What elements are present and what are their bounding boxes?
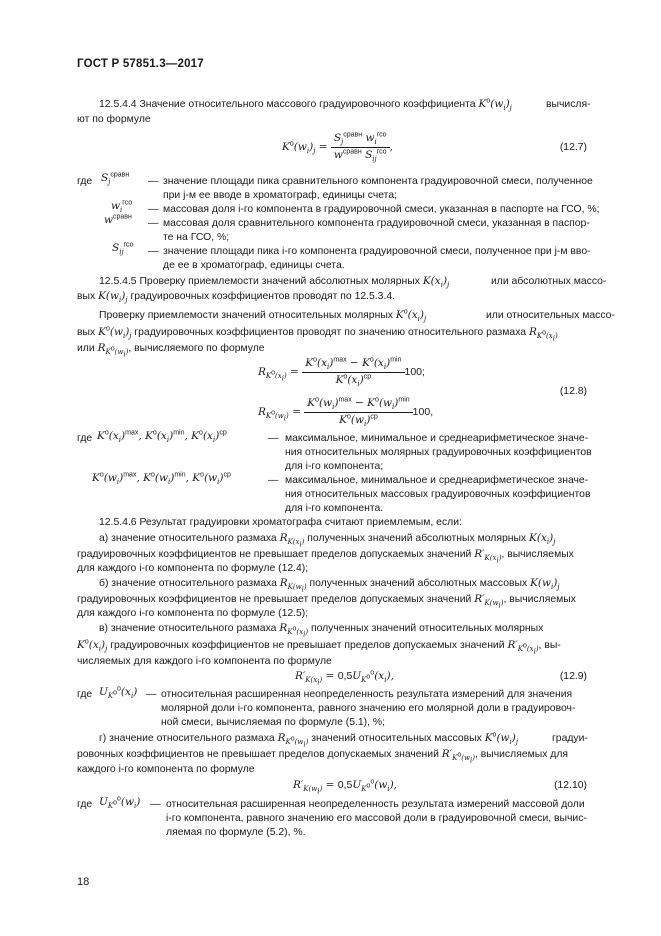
definition-line: значение площади пика сравнительного компонента градуировочной смеси, полученное [163, 176, 593, 187]
definition-line: значение площади пика i-го компонента градуировочной смеси, полученное при j-м вво- [163, 246, 591, 257]
paragraph-line: числяемых для каждого i-го компонента по формуле [77, 656, 332, 667]
paragraph-line: или абсолютных массо- [491, 276, 607, 287]
formula-12-7: $K^о(w_i)_j$ = $\frac{S_j^{сравн} w_i^{гсо}}{w^{сравн} S_{ij}^{гсо}}$ , [282, 131, 393, 163]
definition-line: массовая доля сравнительного компонента градуировочной смеси, указанная в паспор- [163, 218, 590, 229]
definition-line: ной смеси, вычисляемая по формуле (5.1), %; [161, 717, 386, 728]
paragraph-line: б) значение относительного размаха $R_{K(w_i)}$ полученных значений абсолютных массовых $K(w_i)_j$ [99, 577, 560, 594]
symbol: $K^о(x_i)^{max}$, $K^о(x_i)^{min}$, $K^о(x_i)^{ср}$ [97, 429, 227, 445]
dash: — [148, 246, 159, 257]
dash: — [148, 218, 159, 229]
definition-line: ния относительных молярных градуировочных коэффициентов [285, 447, 592, 458]
definition-line: относительная расширенная неопределенность результата измерений для значения [161, 689, 573, 700]
paragraph-line: г) значение относительного размаха $R_{K^о(w_i)}$ значений относительных массовых $K^о(w_i)_j$ [99, 731, 519, 749]
definition-line: для i-го компонента. [285, 503, 384, 514]
paragraph-line: а) значение относительного размаха $R_{K(x_i)}$ полученных значений абсолютных молярных $K(x_i)_j$ [99, 532, 556, 549]
formula-12-8-line-1: $R_{K^о(x_i)}$ = $\frac{K^о(x_i)^{max} - K^о(x_i)^{min}}{K^о(x_i)^{ср}}$ 100; [258, 356, 425, 388]
dash: — [150, 799, 161, 810]
paragraph-line: ровочных коэффициентов не превышает пределов допускаемых значений $R'_{K^о(w_i)}$, вычисляемых для [77, 748, 569, 765]
paragraph-line: для каждого i-го компонента по формуле (12.4); [77, 563, 309, 574]
definition-line: максимальное, минимальное и среднеарифметическое значе- [285, 433, 589, 444]
dash: — [148, 204, 159, 215]
definition-line: при j-м ее вводе в хроматограф, единицы счета; [163, 190, 397, 201]
paragraph-line: 12.5.4.5 Проверку приемлемости значений абсолютных молярных $K(x_i)_j$ [99, 275, 450, 290]
definition-line: ляемая по формуле (5.2), %. [166, 827, 306, 838]
paragraph-line: $K^о(x_i)_j$ градуировочных коэффициентов не превышает пределов допускаемых значений $R'_{K^о(x_i)}$, вы- [77, 638, 561, 656]
where-label: где [77, 433, 93, 444]
symbol: $U_{K^о}^о(x_i)$ [99, 685, 138, 701]
paragraph-line: Проверку приемлемости значений относительных молярных $K^о(x_i)_j$ [99, 308, 427, 324]
formula-12-10: $R'_{K(w_i)} = 0,5U_{K^о}^о(w_i)$, [293, 778, 398, 796]
paragraph-line: градуировочных коэффициентов не превышает пределов допускаемых значений $R'_{K(w_i)}$, вычисляемых [77, 593, 576, 610]
equation-number: (12.9) [559, 671, 587, 682]
symbol: $U_{K^о}^о(w_i)$ [99, 795, 141, 811]
symbol: $w_i^{гсо}$ [111, 199, 133, 215]
definition-line: те на ГСО, %; [163, 232, 230, 243]
dash: — [146, 689, 157, 700]
paragraph-line: в) значение относительного размаха $R_{K^о(x_i)}$ полученных значений относительных молярных [99, 622, 544, 639]
symbol: $S_{ij}^{гсо}$ [112, 241, 134, 257]
paragraph-line: вых $K^о(w_i)_j$ градуировочных коэффициентов проводят по значению относительного размаха $R_{K^о(x_i)}$ [77, 325, 558, 343]
definition-line: ния относительных массовых градуировочных коэффициентов [285, 489, 591, 500]
formula-12-8-line-2: $R_{K^о(w_i)}$ = $\frac{K^о(w_i)^{max} - K^о(w_i)^{min}}{K^о(w_i)^{ср}}$ 100, [258, 396, 434, 428]
definition-line: i-го компонента, равного значению его массовой доли в градуировочной смеси, вычис- [166, 813, 587, 824]
definition-line: относительная расширенная неопределенность результата измерений массовой доли [166, 799, 585, 810]
definition-line: максимальное, минимальное и среднеарифметическое значе- [285, 475, 589, 486]
where-label: где [77, 689, 93, 700]
dash: — [268, 433, 279, 444]
paragraph-line: 12.5.4.6 Результат градуировки хроматографа считают приемлемым, если: [99, 517, 462, 528]
paragraph-line: вычисля- [546, 99, 591, 110]
definition-line: для i-го компонента; [285, 461, 384, 472]
paragraph-line: градуировочных коэффициентов не превышает пределов допускаемых значений $R'_{K(x_i)}$, вычисляемых [77, 548, 574, 565]
symbol: $S_j^{сравн}$ [101, 171, 130, 187]
document-header: ГОСТ Р 57851.3—2017 [77, 58, 204, 70]
paragraph-line: градуи- [552, 733, 588, 744]
paragraph-line: для каждого i-го компонента по формуле (12.5); [77, 608, 309, 619]
paragraph-line: каждого i-го компонента по формуле [77, 764, 255, 775]
definition-line: де ее в хроматограф, единицы счета. [163, 260, 345, 271]
page-number: 18 [77, 876, 90, 888]
paragraph-line: или относительных массо- [486, 310, 615, 321]
dash: — [148, 176, 159, 187]
definition-line: массовая доля i-го компонента в градуировочной смеси, указанная в паспорте на ГСО, %; [163, 204, 600, 215]
definition-line: молярной доли i-го компонента, равного значению его молярной доли в градуировоч- [161, 703, 576, 714]
equation-number: (12.7) [559, 142, 587, 153]
equation-number: (12.10) [554, 780, 587, 791]
paragraph-line: ют по формуле [77, 114, 151, 125]
paragraph-line: 12.5.4.4 Значение относительного массового градуировочного коэффициента $K^о(w_i)_j$ [99, 97, 512, 113]
paragraph-line: вых $K(w_i)_j$ градуировочных коэффициентов проводят по 12.5.3.4. [77, 290, 396, 305]
formula-12-9: $R'_{K(x_i)} = 0,5U_{K^о}^о(x_i)$, [295, 669, 394, 687]
dash: — [268, 475, 279, 486]
symbol: $K^о(w_i)^{max}$, $K^о(w_i)^{min}$, $K^о(w_i)^{ср}$ [92, 471, 231, 487]
symbol: $w^{сравн}$ [104, 213, 132, 226]
where-label: где [77, 176, 93, 187]
equation-number: (12.8) [559, 386, 587, 397]
where-label: где [77, 799, 93, 810]
paragraph-line: или $R_{K^о(w_i)}$, вычисляемого по формуле [77, 342, 265, 359]
